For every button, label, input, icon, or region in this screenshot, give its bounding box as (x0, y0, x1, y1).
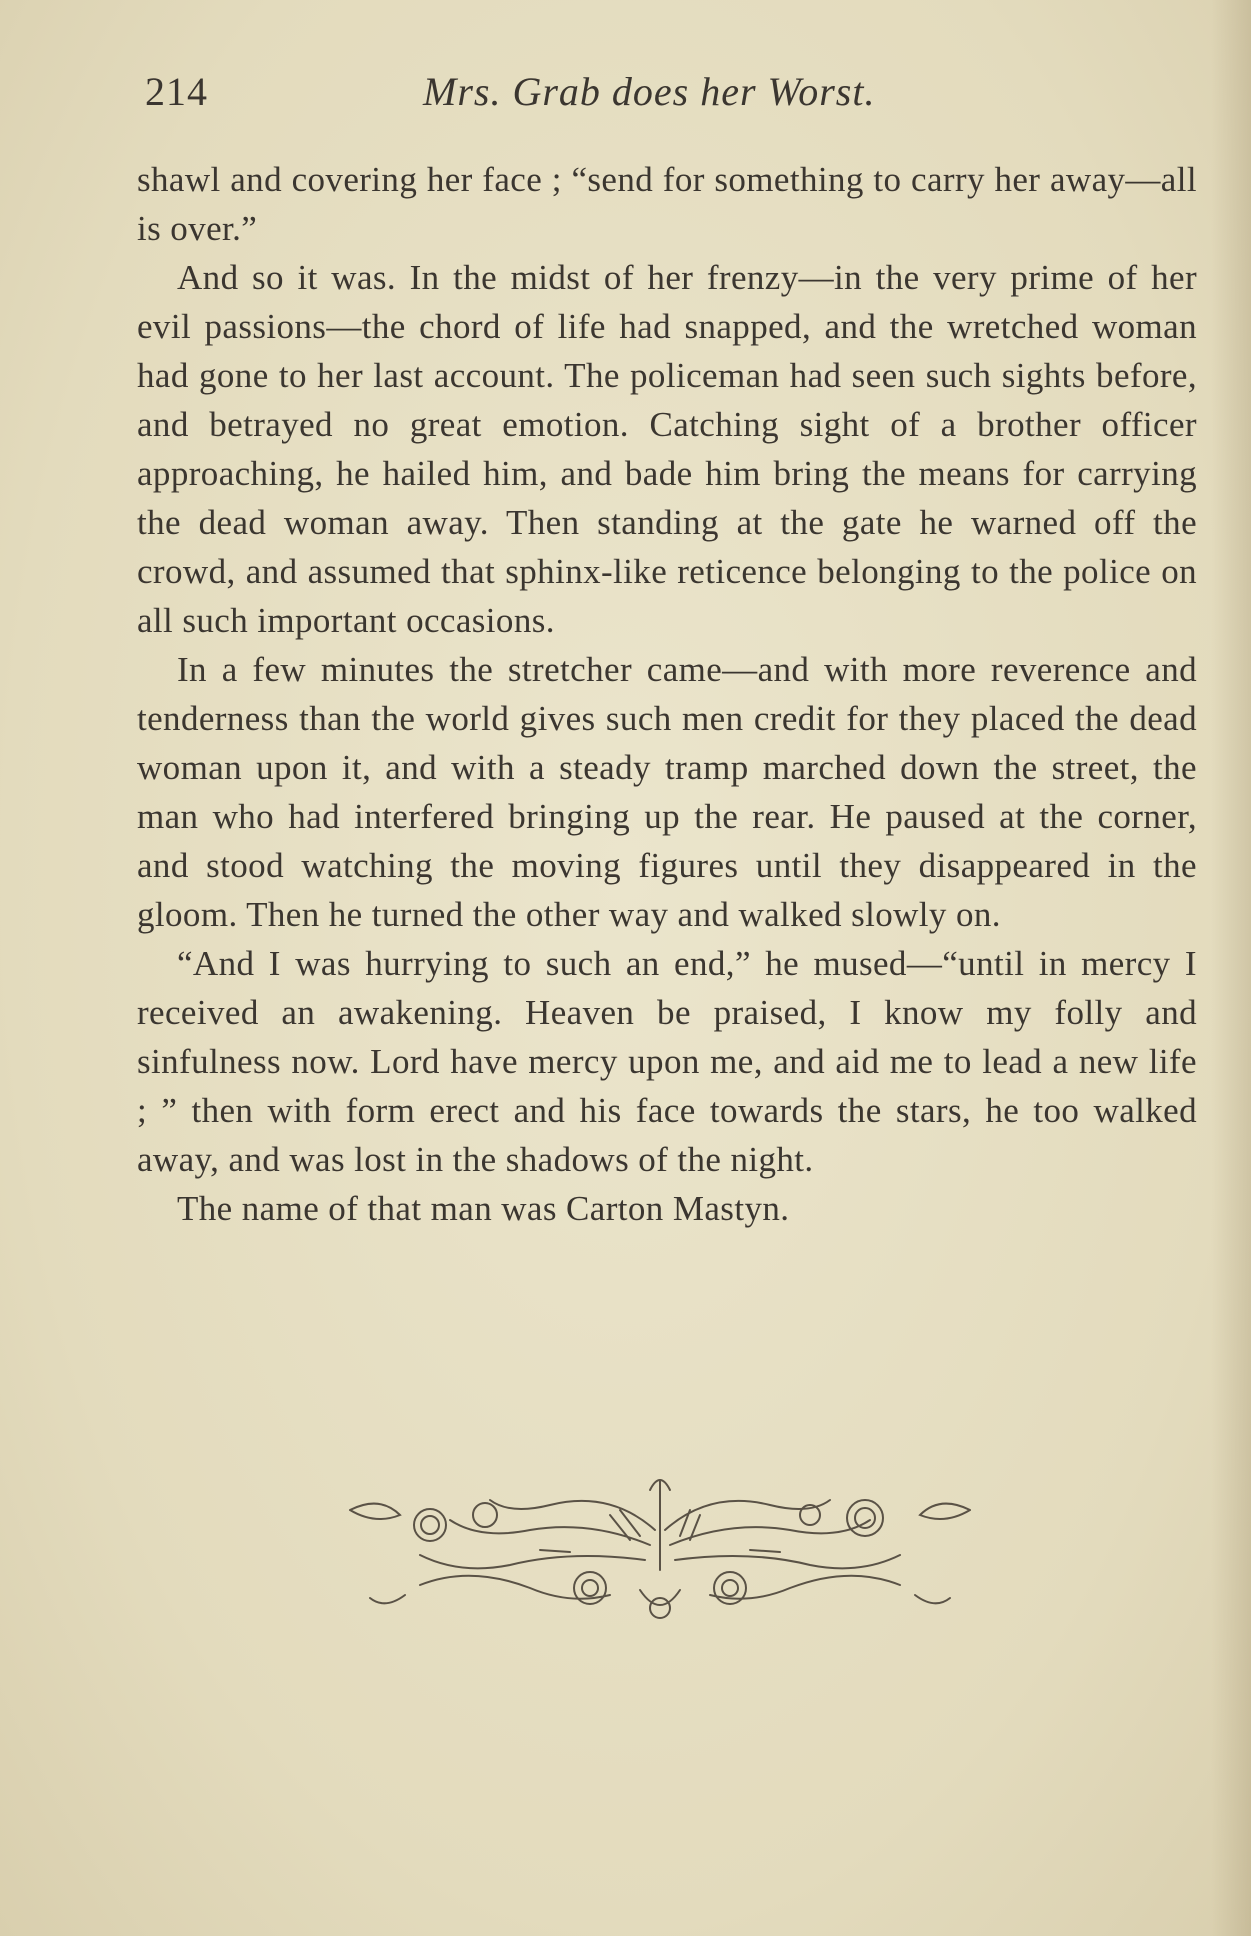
running-header (145, 68, 1195, 118)
floral-scroll-tailpiece-icon (310, 1470, 1010, 1630)
page-number: 214 (145, 69, 208, 114)
paragraph: In a few minutes the stretcher came—and with more reverence and tenderness than the world gives such men credit for they placed the dead woman upon it, and with a steady tramp marched down the street, the man who had interfered bringing up the rear. He paused at the corner, and stood watching the moving figures until they disappeared in the gloom. Then he turned the other way and walked slowly on. (137, 650, 1197, 934)
paragraph: “And I was hurrying to such an end,” he mused—“until in mercy I received an awakening. Heaven be praised, I know my folly and sinfulness now. Lord have mercy upon me, and aid me to lead a new life ; ” then with form erect and his face towards the stars, he too walked away, and was lost in the shadows of the night. (137, 944, 1197, 1179)
tailpiece-svg (310, 1470, 1010, 1630)
paragraph-final: The name of that man was Carton Mastyn. (177, 1189, 790, 1228)
paragraph: And so it was. In the midst of her frenzy—in the very prime of her evil passions—the chord of life had snapped, and the wretched woman had gone to her last account. The policeman had seen such sights before, and betrayed no great emotion. Catching sight of a brother officer approaching, he hailed him, and bade him bring the means for carrying the dead woman away. Then standing at the gate he warned off the crowd, and assumed that sphinx-like reticence belonging to the police on all such important occasions. (137, 258, 1197, 640)
body-text (137, 155, 1197, 1233)
running-title: Mrs. Grab does her Worst. (423, 69, 876, 114)
paragraph-continuation: shawl and covering her face ; “send for something to carry her away—all is over.” (137, 160, 1197, 248)
page-edge-shadow (1211, 0, 1251, 1936)
